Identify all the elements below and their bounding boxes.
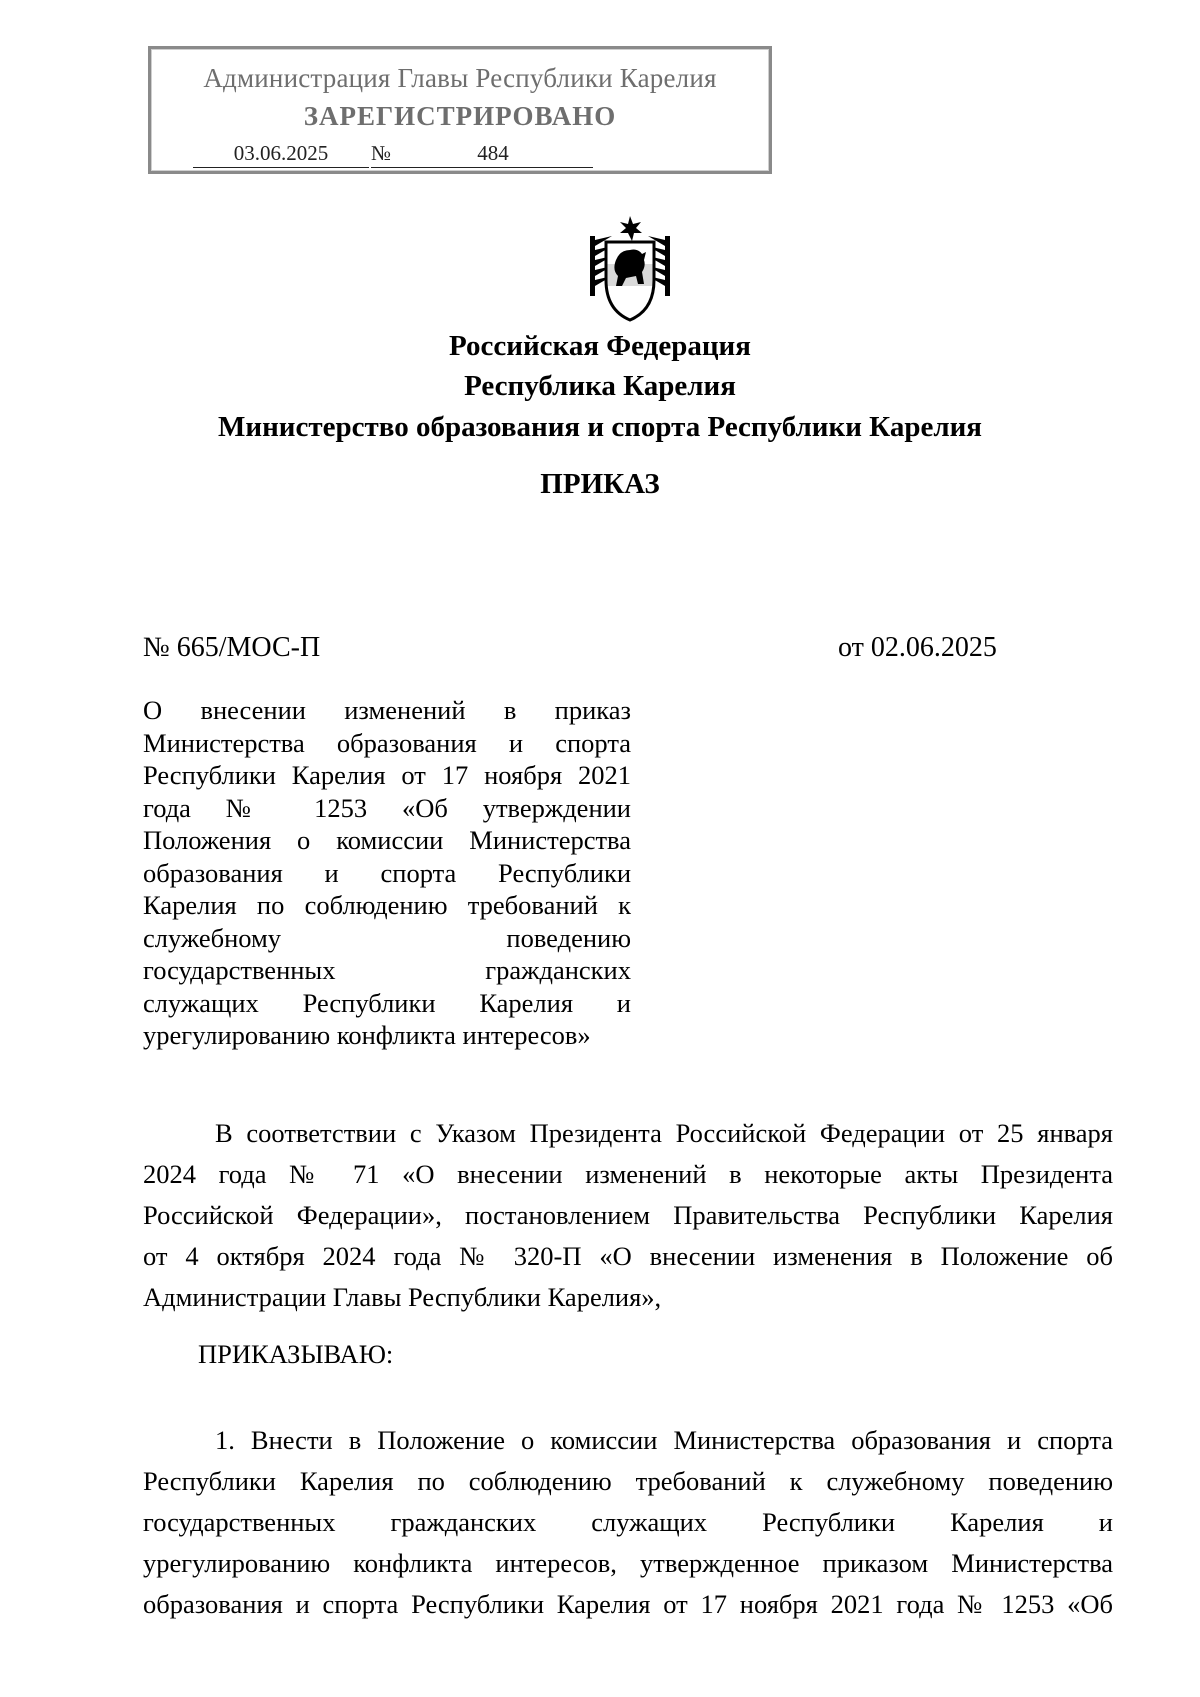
- registration-stamp: [148, 46, 772, 174]
- subject-line: Республики Карелия от 17 ноября 2021: [143, 760, 631, 790]
- subject-line: года № 1253 «Об утверждении: [143, 792, 631, 823]
- stamp-status: ЗАРЕГИСТРИРОВАНО: [303, 101, 617, 131]
- preamble-line: Российской Федерации», постановлением Правительства Республики Карелия: [143, 1200, 1113, 1230]
- document-type-title: ПРИКАЗ: [540, 468, 660, 500]
- document-subject: [143, 694, 631, 1052]
- subject-line: Министерства образования и спорта: [143, 727, 631, 758]
- preamble-line: В соответствии с Указом Президента Российской Федерации от 25 января: [215, 1118, 1113, 1148]
- subject-line: О внесении изменений в приказ: [143, 695, 631, 725]
- header-country: Российская Федерация: [449, 330, 751, 362]
- preamble-line: 2024 года № 71 «О внесении изменений в некоторые акты Президента: [143, 1159, 1113, 1189]
- subject-line: образования и спорта Республики: [143, 857, 631, 888]
- subject-line: Положения о комиссии Министерства: [143, 825, 631, 855]
- stamp-number-sign: №: [371, 141, 393, 168]
- item-line: урегулированию конфликта интересов, утвержденное приказом Министерства: [143, 1548, 1113, 1578]
- order-directive: ПРИКАЗЫВАЮ:: [198, 1339, 394, 1369]
- preamble-line: от 4 октября 2024 года № 320-П «О внесении изменения в Положение об: [143, 1241, 1113, 1271]
- stamp-date: 03.06.2025: [193, 141, 369, 168]
- subject-line: служащих Республики Карелия и: [143, 987, 631, 1018]
- stamp-date-field: [193, 141, 369, 168]
- preamble-line: Администрации Главы Республики Карелия»,: [143, 1282, 662, 1312]
- subject-line: служебному поведению: [143, 922, 631, 953]
- subject-line: урегулированию конфликта интересов»: [143, 1020, 591, 1050]
- item-line: государственных гражданских служащих Республики Карелия и: [143, 1507, 1113, 1537]
- header-ministry: Министерство образования и спорта Республики Карелия: [218, 411, 982, 443]
- subject-line: государственных гражданских: [143, 955, 631, 985]
- stamp-number-field: [371, 141, 593, 168]
- item-1-paragraph: [143, 1420, 1113, 1625]
- karelia-coat-of-arms-icon: [586, 214, 674, 324]
- subject-line: Карелия по соблюдению требований к: [143, 890, 631, 920]
- document-number: № 665/МОС-П: [143, 632, 321, 663]
- document-date: от 02.06.2025: [838, 632, 997, 663]
- item-line: образования и спорта Республики Карелия от 17 ноября 2021 года № 1253 «Об: [143, 1589, 1113, 1619]
- item-line: Республики Карелия по соблюдению требований к служебному поведению: [143, 1466, 1113, 1496]
- item-line: 1. Внести в Положение о комиссии Министерства образования и спорта: [215, 1425, 1113, 1455]
- preamble-paragraph: [143, 1113, 1113, 1318]
- header-republic: Республика Карелия: [464, 370, 736, 402]
- stamp-organization: Администрация Главы Республики Карелия: [203, 63, 717, 93]
- stamp-number: 484: [393, 141, 593, 168]
